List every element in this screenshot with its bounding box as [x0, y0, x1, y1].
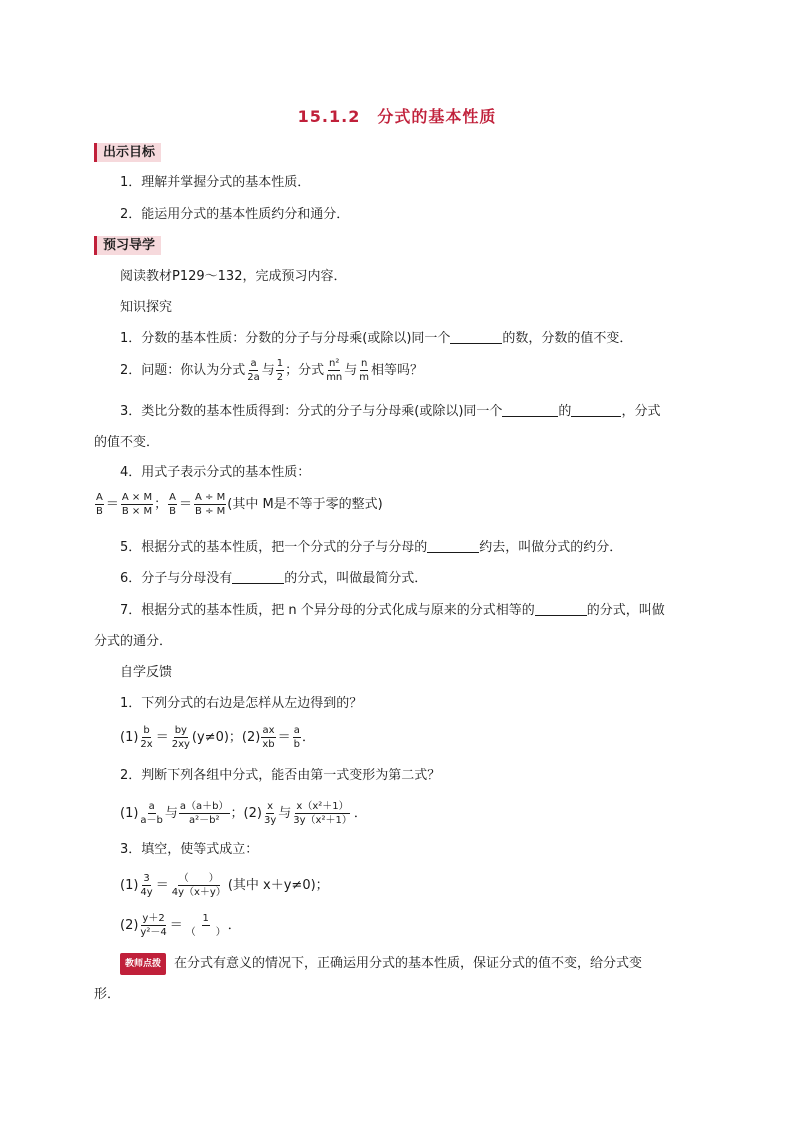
condition-text: (y≠0)；(2) — [191, 730, 261, 745]
q5-text-b: 约去，叫做分式的约分． — [479, 540, 623, 555]
numerator: n² — [329, 358, 340, 369]
answer-blank — [502, 402, 558, 417]
denominator: 3y（x²＋1） — [293, 815, 352, 826]
formula-note: (其中 M是不等于零的整式) — [227, 497, 383, 512]
denominator: 2xy — [171, 739, 190, 750]
numerator: A ÷ M — [195, 492, 226, 503]
fraction — [139, 801, 163, 826]
objective-2: 2．能运用分式的基本性质约分和通分． — [120, 207, 350, 222]
answer-blank — [535, 601, 587, 616]
numerator: a — [148, 801, 155, 812]
denominator: B — [96, 506, 103, 517]
numerator: 3 — [143, 873, 150, 884]
equals-sign: ＝ — [105, 497, 119, 512]
denominator: B × M — [121, 506, 153, 517]
explore-heading: 知识探究 — [120, 300, 173, 315]
with-text: 与 — [164, 806, 178, 821]
fraction — [293, 725, 301, 750]
fraction — [139, 725, 153, 750]
q2-with: 与 — [344, 363, 358, 378]
equals-sign: ＝ — [155, 730, 169, 745]
q3-text-c: ，分式 — [621, 404, 661, 419]
denominator: xb — [262, 739, 275, 750]
numerator: by — [174, 725, 187, 736]
q2-mid: ；分式 — [285, 363, 325, 378]
teacher-tip-cont: 形． — [94, 987, 121, 1002]
numerator: a — [250, 358, 257, 369]
denominator: 2 — [276, 372, 284, 383]
separator: ； — [154, 497, 168, 512]
section-label-objectives: 出示目标 — [94, 143, 161, 162]
fraction — [179, 801, 230, 826]
item-number: (1) — [120, 806, 139, 821]
fraction — [194, 492, 226, 517]
q7-text-b: 的分式，叫做 — [586, 603, 665, 618]
q1-text-b: 的数，分数的值不变． — [502, 331, 633, 346]
feedback-3-expr-2 — [120, 913, 241, 938]
period: ． — [227, 918, 241, 933]
equals-sign: ＝ — [169, 918, 183, 933]
question-7 — [120, 601, 665, 621]
q2-with: 与 — [261, 363, 275, 378]
numerator: y＋2 — [142, 913, 165, 924]
section-label-preview: 预习导学 — [94, 236, 161, 255]
equals-sign: ＝ — [155, 878, 169, 893]
question-3-cont: 的值不变． — [94, 435, 160, 450]
q5-text-a: 5．根据分式的基本性质，把一个分式的分子与分母的 — [120, 540, 428, 555]
item-number: ；(2) — [230, 806, 262, 821]
numerator: b — [143, 725, 150, 736]
denominator: y²－4 — [140, 927, 167, 938]
q6-text-b: 的分式，叫做最简分式． — [284, 571, 428, 586]
numerator: （ ） — [178, 873, 219, 884]
q1-text-a: 1．分数的基本性质：分数的分子与分母乘(或除以)同一个 — [120, 331, 451, 346]
feedback-3-expr-1 — [120, 873, 329, 898]
question-1 — [120, 329, 632, 349]
answer-blank — [571, 402, 621, 417]
feedback-1: 1．下列分式的右边是怎样从左边得到的？ — [120, 696, 363, 711]
fraction — [171, 873, 227, 898]
with-text: 与 — [278, 806, 292, 821]
reading-instruction: 阅读教材P129～132，完成预习内容． — [120, 269, 347, 284]
q2-suffix: 相等吗？ — [371, 363, 424, 378]
fraction — [139, 873, 153, 898]
question-7-cont: 分式的通分． — [94, 634, 173, 649]
denominator: 4y — [140, 887, 153, 898]
denominator: （ ） — [185, 927, 226, 938]
feedback-heading: 自学反馈 — [120, 665, 173, 680]
answer-blank — [427, 538, 479, 553]
q6-text-a: 6．分子与分母没有 — [120, 571, 233, 586]
numerator: ax — [262, 725, 275, 736]
question-5 — [120, 538, 622, 558]
answer-blank — [450, 329, 502, 344]
teacher-tip — [120, 953, 642, 975]
fraction — [292, 801, 353, 826]
feedback-3: 3．填空，使等式成立： — [120, 842, 259, 857]
denominator: mn — [326, 372, 343, 383]
denominator: 4y（x＋y） — [171, 887, 226, 898]
fraction — [121, 492, 153, 517]
question-6 — [120, 569, 427, 589]
tip-text: 在分式有意义的情况下，正确运用分式的基本性质，保证分式的值不变，给分式变 — [174, 956, 643, 971]
fraction — [139, 913, 167, 938]
q7-text-a: 7．根据分式的基本性质，把 n 个异分母的分式化成与原来的分式相等的 — [120, 603, 535, 618]
equals-sign: ＝ — [179, 497, 193, 512]
property-formula — [94, 492, 383, 517]
numerator: a — [293, 725, 300, 736]
question-4: 4．用式子表示分式的基本性质： — [120, 465, 311, 480]
fraction — [325, 358, 343, 383]
item-number: (1) — [120, 878, 139, 893]
question-2 — [120, 358, 423, 383]
feedback-1-expr — [120, 725, 315, 750]
equals-sign: ＝ — [277, 730, 291, 745]
condition-text: (其中 x＋y≠0)； — [227, 878, 329, 893]
numerator: a（a＋b） — [179, 801, 229, 812]
fraction — [171, 725, 191, 750]
denominator: m — [359, 372, 370, 383]
period: ． — [353, 806, 367, 821]
fraction — [185, 913, 227, 938]
numerator: 1 — [202, 913, 209, 924]
question-3 — [120, 402, 660, 422]
denominator: b — [293, 739, 300, 750]
numerator: A × M — [121, 492, 153, 503]
answer-blank — [232, 569, 284, 584]
page-title: 15.1.2 分式的基本性质 — [297, 107, 497, 126]
fraction — [246, 358, 261, 383]
denominator: B — [169, 506, 177, 517]
denominator: B ÷ M — [195, 506, 226, 517]
feedback-2-expr — [120, 801, 367, 826]
item-number: (2) — [120, 918, 139, 933]
item-number: (1) — [120, 730, 139, 745]
numerator: A — [96, 492, 103, 503]
denominator: 2x — [140, 739, 153, 750]
objective-1: 1．理解并掌握分式的基本性质． — [120, 175, 311, 190]
fraction — [263, 801, 277, 826]
fraction — [261, 725, 275, 750]
q2-prefix: 2．问题：你认为分式 — [120, 363, 246, 378]
numerator: 1 — [276, 358, 284, 369]
denominator: a－b — [140, 815, 163, 826]
fraction — [358, 358, 370, 383]
denominator: 3y — [263, 815, 277, 826]
numerator: A — [169, 492, 176, 503]
fraction — [95, 492, 104, 517]
q3-text-b: 的 — [558, 404, 572, 419]
numerator: x（x²＋1） — [296, 801, 349, 812]
numerator: n — [361, 358, 368, 369]
teacher-tip-badge: 教师点拨 — [120, 953, 166, 975]
fraction — [168, 492, 177, 517]
feedback-2: 2．判断下列各组中分式，能否由第一式变形为第二式？ — [120, 768, 441, 783]
numerator: x — [267, 801, 274, 812]
fraction — [276, 358, 284, 383]
period: ． — [301, 730, 315, 745]
denominator: a²－b² — [188, 815, 220, 826]
denominator: 2a — [247, 372, 260, 383]
q3-text-a: 3．类比分数的基本性质得到：分式的分子与分母乘(或除以)同一个 — [120, 404, 503, 419]
